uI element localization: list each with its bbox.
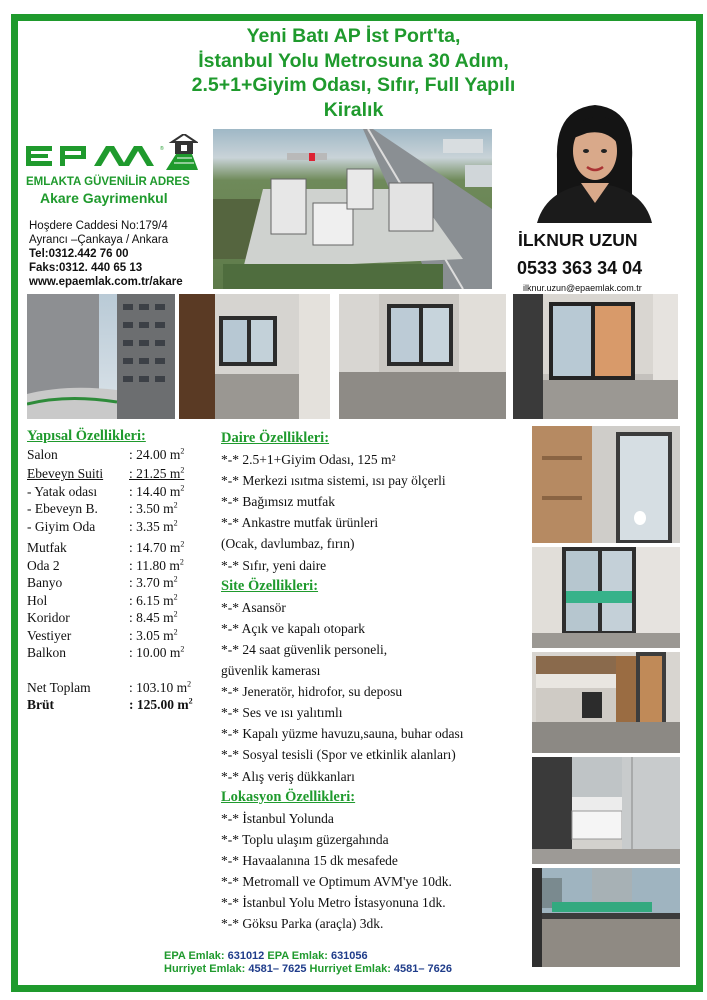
feature-item: *-* Kapalı yüzme havuzu,sauna, buhar odası [221, 726, 464, 742]
section-heading: Yapısal Özellikleri: [27, 428, 146, 444]
room-area-row [27, 592, 212, 610]
title-line: Kiralık [323, 98, 384, 121]
portal-label: EPA Emlak: [164, 950, 225, 962]
gross-total-value: : 125.00 m [129, 697, 189, 712]
room-area-row [27, 539, 212, 557]
section-heading: Daire Özellikleri: [221, 430, 330, 446]
feature-item: *-* Sosyal tesisli (Spor ve etkinlik alanları) [221, 747, 456, 763]
feature-item: *-* İstanbul Yolu Metro İstasyonuna 1dk. [221, 895, 446, 911]
unit-superscript: 2 [187, 679, 192, 688]
room-name: Koridor [27, 610, 70, 625]
footer-line [164, 950, 452, 963]
room-name: Ebeveyn Suiti [27, 466, 104, 481]
structural-features [27, 428, 212, 714]
room-area: : 3.05 m [129, 627, 174, 643]
feature-item: *-* Jeneratör, hidrofor, su deposu [221, 684, 403, 700]
svg-text:®: ® [160, 146, 164, 152]
footer-line [164, 963, 452, 976]
brand-tagline: EMLAKTA GÜVENİLİR ADRES [26, 176, 190, 188]
address-line: Hoşdere Caddesi No:179/4 [29, 220, 168, 232]
office-fax: Faks:0312. 440 65 13 [29, 262, 143, 274]
room-area: : 3.70 m [129, 575, 174, 590]
feature-item: *-* Ses ve ısı yalıtımlı [221, 705, 343, 721]
agent-name: İLKNUR UZUN [518, 230, 638, 250]
agent-portrait [537, 99, 652, 223]
feature-item: *-* Açık ve kapalı otopark [221, 620, 365, 636]
room-area: : 8.45 m [129, 610, 174, 625]
unit-superscript: 2 [173, 518, 178, 527]
net-total-row [27, 679, 212, 697]
feature-item: güvenlik kamerası [221, 663, 321, 679]
portal-code: 4581– 7626 [390, 963, 453, 975]
room-area-row [27, 500, 212, 518]
interior-room-photo [339, 294, 506, 419]
portal-label: Hurriyet Emlak: [164, 963, 246, 975]
feature-item: *-* Asansör [221, 599, 286, 615]
feature-item: *-* Sıfır, yeni daire [221, 557, 327, 573]
room-name: - Ebeveyn B. [27, 501, 98, 516]
unit-superscript: 2 [173, 574, 178, 584]
section-heading: Lokasyon Özellikleri: [221, 788, 356, 805]
company-name: Akare Gayrimenkul [40, 190, 168, 206]
feature-item: *-* Merkezi ısıtma sistemi, ısı pay ölçerli [221, 473, 446, 489]
portal-code: 4581– 7625 [245, 963, 310, 975]
unit-superscript: 2 [173, 500, 178, 510]
room-area: : 21.25 m [129, 466, 181, 481]
office-contact [29, 219, 183, 289]
net-total-label: Net Toplam [27, 679, 91, 695]
location-feature-list [221, 808, 531, 935]
unit-superscript: 2 [173, 609, 178, 619]
unit-superscript: 2 [179, 557, 184, 566]
room-name: - Giyim Oda [27, 518, 96, 534]
portal-code: 631056 [327, 950, 368, 962]
unit-superscript: 2 [188, 696, 193, 706]
unit-superscript: 2 [180, 446, 185, 455]
feature-item: *-* 24 saat güvenlik personeli, [221, 641, 388, 657]
closet-bathroom-photo [532, 426, 680, 543]
room-name: - Yatak odası [27, 483, 98, 499]
room-area: : 6.15 m [129, 592, 174, 608]
bathroom-photo [532, 757, 680, 864]
room-name: Balkon [27, 645, 66, 660]
room-area: : 11.80 m [129, 557, 180, 573]
room-area: : 24.00 m [129, 446, 181, 462]
room-area: : 14.70 m [129, 540, 181, 555]
feature-item: *-* 2.5+1+Giyim Odası, 125 m² [221, 452, 396, 468]
kitchen-photo [532, 652, 680, 753]
room-area-row [27, 609, 212, 627]
room-area: : 14.40 m [129, 483, 181, 499]
unit-superscript: 2 [173, 592, 178, 601]
site-feature-list [221, 597, 531, 787]
room-area-row [27, 518, 212, 536]
office-phone: Tel:0312.442 76 00 [29, 248, 129, 260]
balcony-photo [532, 868, 680, 967]
room-area: : 10.00 m [129, 645, 181, 660]
room-area-row [27, 644, 212, 662]
unit-superscript: 2 [180, 644, 185, 654]
office-website: www.epaemlak.com.tr/akare [29, 276, 183, 288]
gross-total-label: Brüt [27, 697, 54, 712]
feature-item: *-* Toplu ulaşım güzergahında [221, 831, 389, 847]
title-line: Yeni Batı AP İst Port'ta, [246, 25, 461, 47]
title-line: İstanbul Yolu Metrosuna 30 Adım, [198, 49, 509, 72]
agent-email: ilknur.uzun@epaemlak.com.tr [523, 283, 642, 293]
feature-item: (Ocak, davlumbaz, fırın) [221, 536, 355, 552]
feature-item: *-* Bağımsız mutfak [221, 494, 335, 510]
portal-label: EPA Emlak: [267, 950, 328, 962]
unit-superscript: 2 [180, 539, 185, 549]
room-name: Banyo [27, 575, 63, 590]
listing-codes [164, 950, 452, 976]
room-area-row [27, 446, 212, 464]
building-exterior-photo [27, 294, 175, 419]
interior-room-photo [513, 294, 678, 419]
room-area-row [27, 574, 212, 592]
room-area-row [27, 483, 212, 501]
unit-superscript: 2 [180, 465, 185, 475]
portal-label: Hurriyet Emlak: [309, 963, 391, 975]
room-name: Oda 2 [27, 557, 60, 573]
room-name: Salon [27, 446, 58, 462]
room-name: Mutfak [27, 540, 67, 555]
balcony-door-photo [532, 547, 680, 648]
feature-item: *-* Alış veriş dükkanları [221, 768, 355, 784]
room-name: Hol [27, 592, 48, 608]
feature-item: *-* Metromall ve Optimum AVM'ye 10dk. [221, 873, 452, 889]
agent-phone: 0533 363 34 04 [517, 258, 643, 278]
title-line: 2.5+1+Giyim Odası, Sıfır, Full Yapılı [191, 74, 516, 96]
unit-superscript: 2 [180, 483, 185, 492]
feature-item: *-* Havaalanına 15 dk mesafede [221, 852, 398, 868]
portal-code: 631012 [224, 950, 268, 962]
site-aerial-photo [213, 129, 492, 289]
room-name: Vestiyer [27, 627, 72, 643]
room-area-row [27, 465, 212, 483]
net-total-value: : 103.10 m [129, 679, 188, 695]
apartment-feature-list [221, 449, 531, 576]
address-line: Ayrancı –Çankaya / Ankara [29, 234, 169, 246]
feature-item: *-* Ankastre mutfak ürünleri [221, 515, 379, 531]
room-area: : 3.50 m [129, 501, 174, 516]
unit-superscript: 2 [173, 627, 178, 636]
room-area-row [27, 627, 212, 645]
section-heading: Site Özellikleri: [221, 577, 319, 594]
feature-lists [221, 428, 531, 934]
feature-item: *-* Göksu Parka (araçla) 3dk. [221, 916, 384, 932]
room-area: : 3.35 m [129, 518, 174, 534]
epa-logo [26, 134, 198, 174]
gross-total-row [27, 696, 212, 714]
feature-item: *-* İstanbul Yolunda [221, 810, 334, 826]
interior-room-photo [179, 294, 330, 419]
room-area-row [27, 557, 212, 575]
